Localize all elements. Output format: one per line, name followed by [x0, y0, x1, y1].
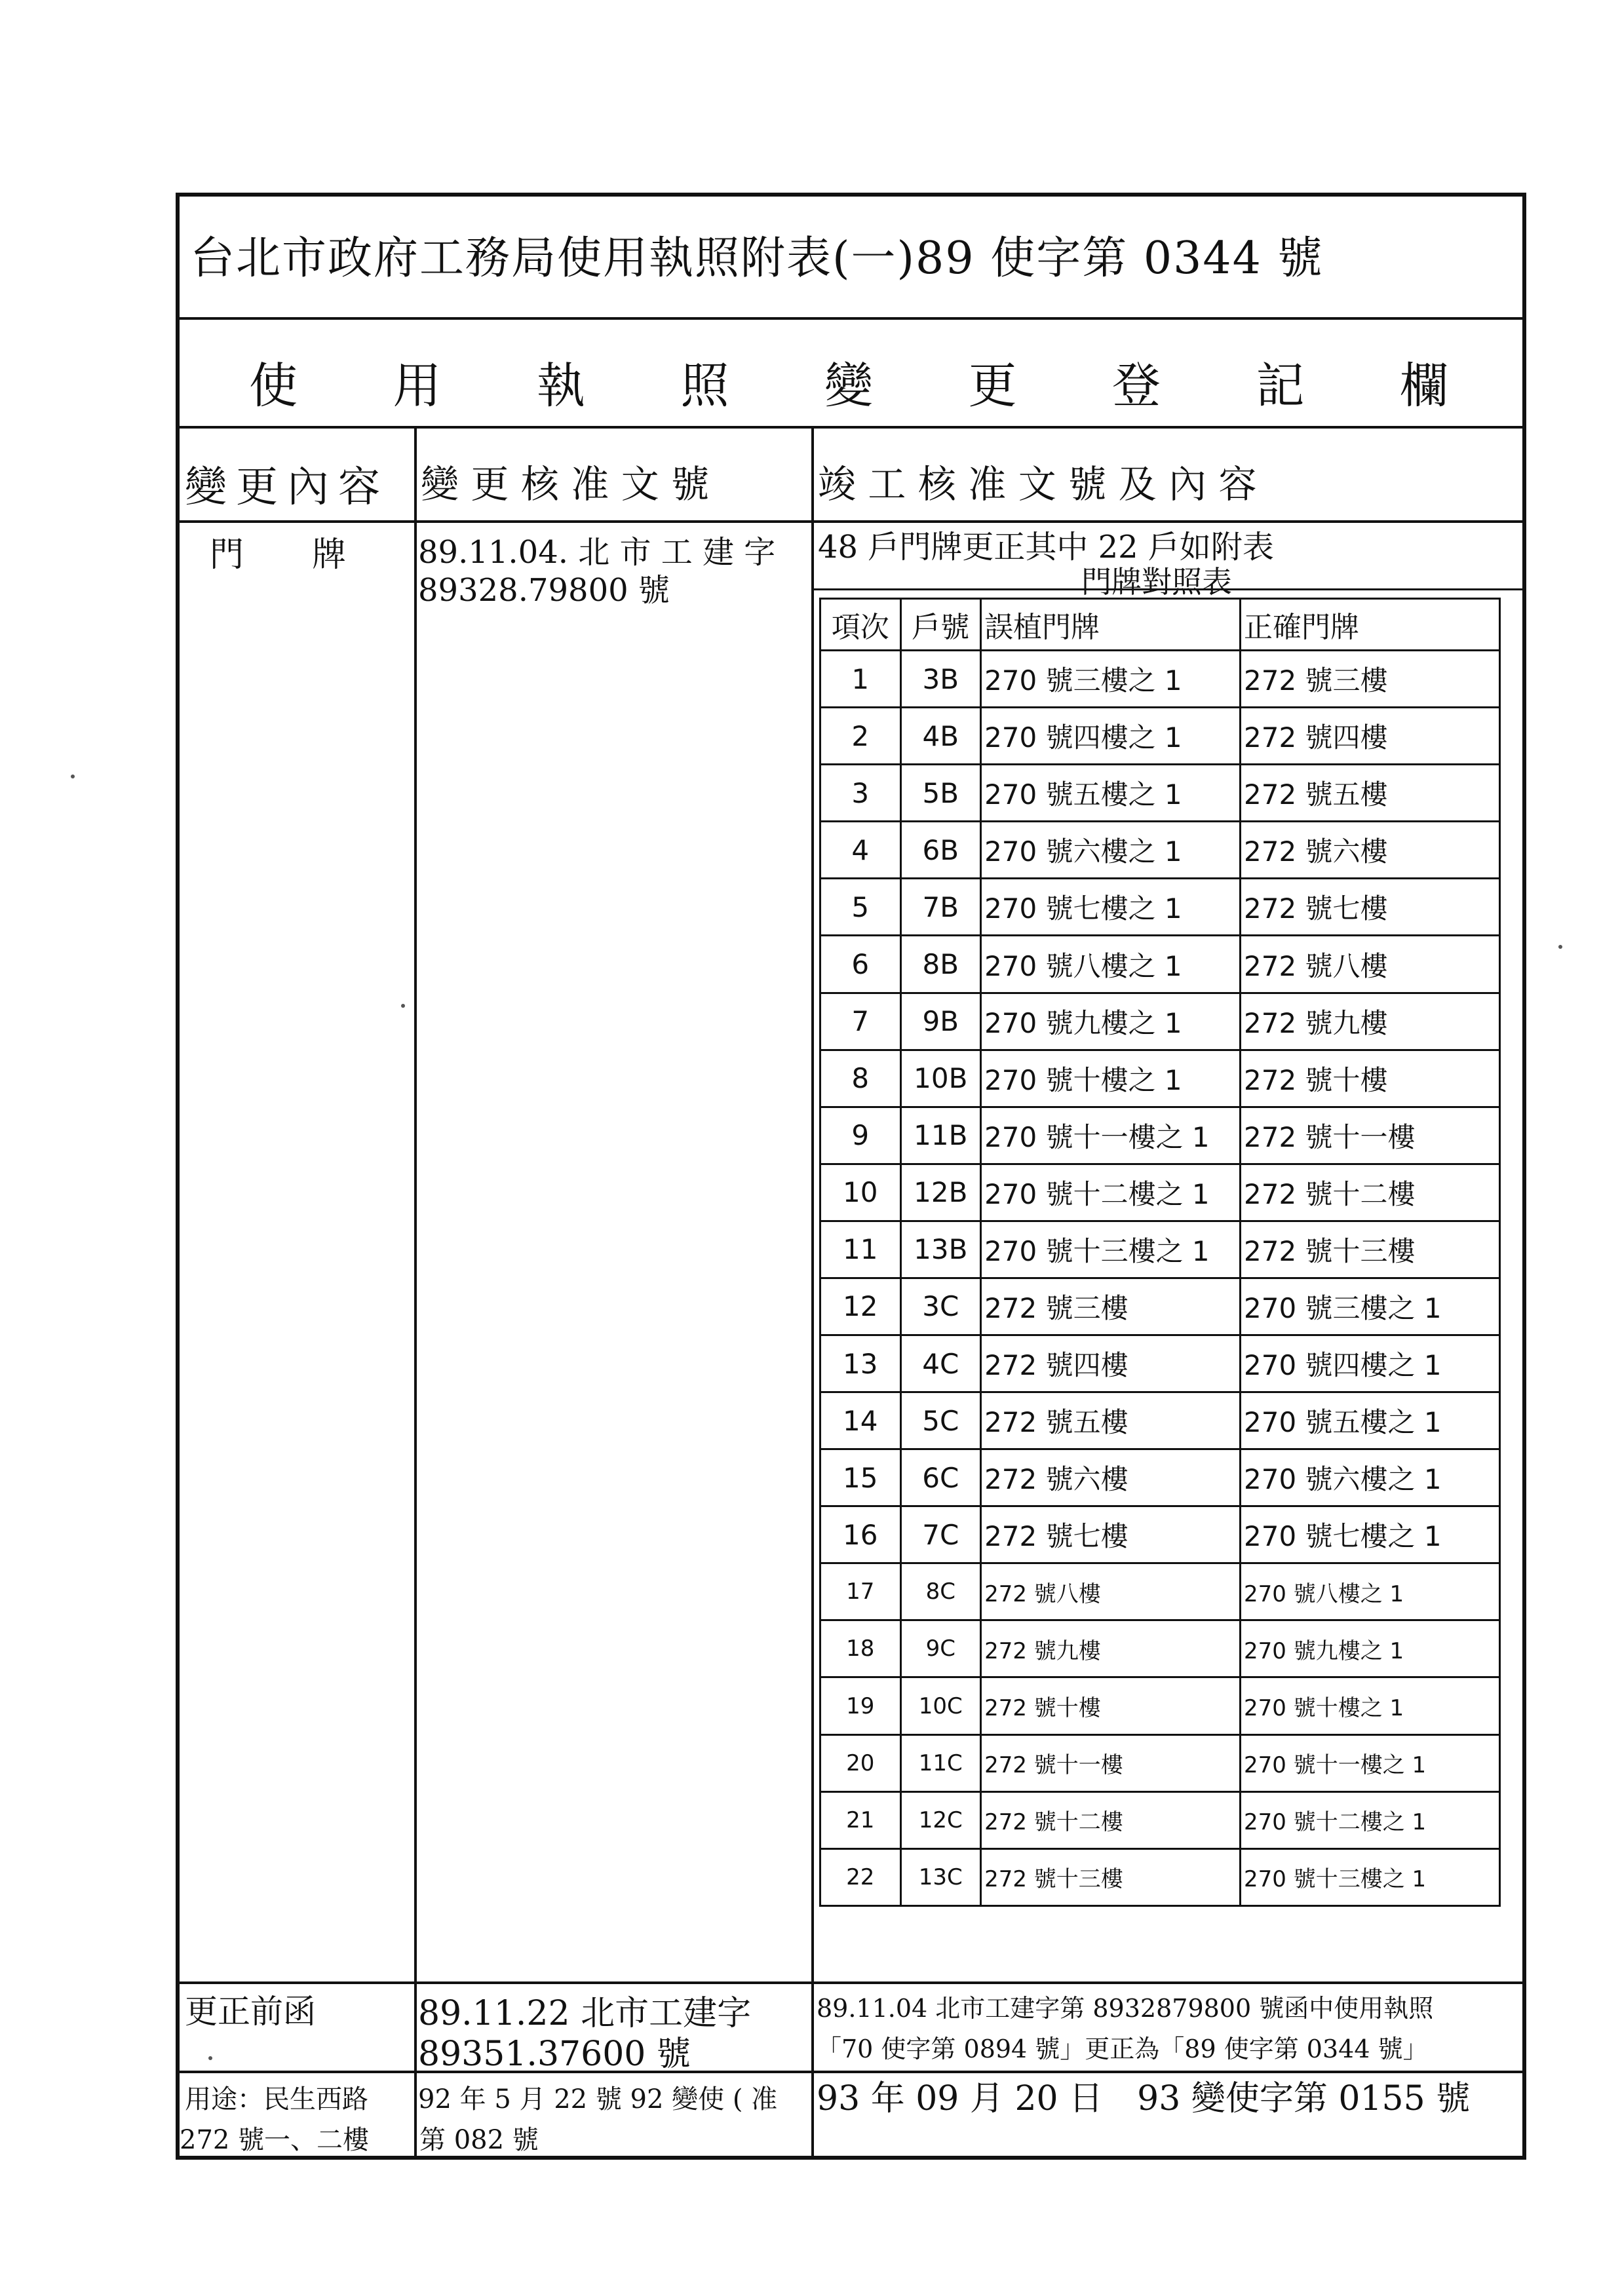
cell-wrong-number: 270 號三樓之 1	[981, 651, 1241, 708]
cell-correct-number: 270 號十二樓之 1	[1241, 1791, 1500, 1848]
row1-content-line1: 48 戶門牌更正其中 22 戶如附表	[818, 529, 1274, 565]
cell-correct-number: 272 號三樓	[1241, 651, 1500, 708]
cell-index: 20	[820, 1734, 901, 1791]
table-row	[820, 1050, 1500, 1107]
cell-correct-number: 272 號十二樓	[1241, 1164, 1500, 1221]
cell-wrong-number: 270 號八樓之 1	[981, 936, 1241, 993]
cell-index: 5	[820, 879, 901, 936]
cell-wrong-number: 272 號六樓	[981, 1449, 1241, 1506]
cell-correct-number: 270 號十樓之 1	[1241, 1677, 1500, 1734]
table-row	[820, 1506, 1500, 1563]
table-row	[820, 1734, 1500, 1791]
subtitle-char: 欄	[1400, 358, 1448, 414]
cell-unit: 5B	[900, 765, 981, 822]
cell-unit: 11B	[900, 1107, 981, 1164]
cell-index: 1	[820, 651, 901, 708]
table-row	[820, 879, 1500, 936]
table-row	[820, 1620, 1500, 1677]
cell-index: 6	[820, 936, 901, 993]
row3-item-line1: 用途：民生西路	[185, 2084, 368, 2114]
subtitle-char: 記	[1256, 358, 1305, 414]
cell-correct-number: 270 號十三樓之 1	[1241, 1848, 1500, 1905]
cell-index: 17	[820, 1563, 901, 1620]
cell-index: 11	[820, 1221, 901, 1278]
subtitle-char: 更	[968, 358, 1017, 414]
cell-correct-number: 272 號八樓	[1241, 936, 1500, 993]
rule-below-title	[176, 317, 1526, 320]
cell-wrong-number: 272 號十二樓	[981, 1791, 1241, 1848]
cell-unit: 10B	[900, 1050, 981, 1107]
cell-correct-number: 270 號六樓之 1	[1241, 1449, 1500, 1506]
cell-unit: 6C	[900, 1449, 981, 1506]
rule-above-row2	[176, 1981, 1526, 1984]
cell-wrong-number: 270 號十一樓之 1	[981, 1107, 1241, 1164]
cell-unit: 11C	[900, 1734, 981, 1791]
cell-correct-number: 272 號七樓	[1241, 879, 1500, 936]
table-row	[820, 1392, 1500, 1449]
cell-unit: 10C	[900, 1677, 981, 1734]
th-index: 項次	[820, 599, 901, 651]
scan-speck	[1558, 945, 1562, 949]
table-row	[820, 1335, 1500, 1392]
cell-correct-number: 272 號十一樓	[1241, 1107, 1500, 1164]
cell-unit: 8C	[900, 1563, 981, 1620]
th-correct-number: 正確門牌	[1241, 599, 1500, 651]
header-change-content: 變更內容	[185, 463, 389, 512]
cell-wrong-number: 270 號四樓之 1	[981, 708, 1241, 765]
subtitle-char: 照	[680, 358, 729, 414]
door-number-table	[819, 598, 1501, 1907]
cell-index: 21	[820, 1791, 901, 1848]
section-subtitle	[197, 347, 1501, 417]
table-row	[820, 1221, 1500, 1278]
th-wrong-number: 誤植門牌	[981, 599, 1241, 651]
table-row	[820, 1449, 1500, 1506]
cell-correct-number: 270 號十一樓之 1	[1241, 1734, 1500, 1791]
subtitle-char: 用	[393, 358, 442, 414]
cell-wrong-number: 270 號六樓之 1	[981, 822, 1241, 879]
rule-below-subtitle	[176, 426, 1526, 429]
cell-correct-number: 272 號五樓	[1241, 765, 1500, 822]
cell-wrong-number: 272 號三樓	[981, 1278, 1241, 1335]
cell-index: 18	[820, 1620, 901, 1677]
row3-content-line1: 93 年 09 月 20 日 93 變使字第 0155 號	[817, 2079, 1471, 2118]
cell-unit: 6B	[900, 822, 981, 879]
cell-correct-number: 272 號四樓	[1241, 708, 1500, 765]
table-row	[820, 1677, 1500, 1734]
cell-correct-number: 270 號三樓之 1	[1241, 1278, 1500, 1335]
cell-unit: 13B	[900, 1221, 981, 1278]
table-row	[820, 936, 1500, 993]
table-row	[820, 1164, 1500, 1221]
cell-correct-number: 270 號九樓之 1	[1241, 1620, 1500, 1677]
cell-wrong-number: 272 號九樓	[981, 1620, 1241, 1677]
cell-wrong-number: 272 號五樓	[981, 1392, 1241, 1449]
cell-correct-number: 270 號五樓之 1	[1241, 1392, 1500, 1449]
cell-correct-number: 272 號十樓	[1241, 1050, 1500, 1107]
row1-approval-line2: 89328.79800 號	[418, 572, 670, 609]
subtitle-char: 變	[824, 358, 873, 414]
cell-index: 15	[820, 1449, 901, 1506]
cell-wrong-number: 272 號四樓	[981, 1335, 1241, 1392]
cell-index: 8	[820, 1050, 901, 1107]
cell-correct-number: 270 號七樓之 1	[1241, 1506, 1500, 1563]
table-row	[820, 1278, 1500, 1335]
subtitle-char: 使	[249, 358, 298, 414]
cell-unit: 12C	[900, 1791, 981, 1848]
cell-unit: 8B	[900, 936, 981, 993]
cell-index: 9	[820, 1107, 901, 1164]
cell-correct-number: 272 號六樓	[1241, 822, 1500, 879]
table-row	[820, 822, 1500, 879]
header-approval-doc: 變 更 核 准 文 號	[421, 462, 710, 507]
form-title: 台北市政府工務局使用執照附表(一)89 使字第 0344 號	[190, 233, 1324, 284]
table-row	[820, 765, 1500, 822]
cell-unit: 4C	[900, 1335, 981, 1392]
table-row	[820, 708, 1500, 765]
cell-wrong-number: 270 號十樓之 1	[981, 1050, 1241, 1107]
cell-wrong-number: 270 號五樓之 1	[981, 765, 1241, 822]
th-unit: 戶號	[900, 599, 981, 651]
table-row	[820, 993, 1500, 1050]
row2-content-line2: 「70 使字第 0894 號」更正為「89 使字第 0344 號」	[817, 2035, 1428, 2063]
row2-approval-line1: 89.11.22 北市工建字	[418, 1994, 752, 2033]
cell-index: 4	[820, 822, 901, 879]
cell-index: 2	[820, 708, 901, 765]
cell-wrong-number: 272 號十樓	[981, 1677, 1241, 1734]
scan-speck	[71, 775, 75, 778]
subtitle-char: 登	[1112, 358, 1161, 414]
row3-item-line2: 272 號一、二樓	[180, 2125, 370, 2155]
cell-unit: 4B	[900, 708, 981, 765]
cell-unit: 3C	[900, 1278, 981, 1335]
cell-index: 19	[820, 1677, 901, 1734]
cell-correct-number: 272 號九樓	[1241, 993, 1500, 1050]
cell-unit: 3B	[900, 651, 981, 708]
table-header-row	[820, 599, 1500, 651]
cell-wrong-number: 272 號七樓	[981, 1506, 1241, 1563]
row1-approval-line1: 89.11.04. 北 市 工 建 字	[418, 534, 776, 571]
header-completion-doc: 竣 工 核 准 文 號 及 內 容	[818, 462, 1257, 507]
row2-item: 更正前函	[185, 1993, 316, 2031]
cell-unit: 12B	[900, 1164, 981, 1221]
cell-wrong-number: 270 號十三樓之 1	[981, 1221, 1241, 1278]
cell-unit: 9C	[900, 1620, 981, 1677]
column-divider-1	[414, 426, 417, 2160]
cell-wrong-number: 270 號十二樓之 1	[981, 1164, 1241, 1221]
cell-index: 16	[820, 1506, 901, 1563]
table-row	[820, 1848, 1500, 1905]
cell-wrong-number: 270 號七樓之 1	[981, 879, 1241, 936]
cell-unit: 5C	[900, 1392, 981, 1449]
cell-wrong-number: 272 號十一樓	[981, 1734, 1241, 1791]
cell-index: 3	[820, 765, 901, 822]
cell-index: 12	[820, 1278, 901, 1335]
cell-correct-number: 272 號十三樓	[1241, 1221, 1500, 1278]
row1-item: 門 牌	[210, 535, 347, 575]
cell-index: 22	[820, 1848, 901, 1905]
cell-index: 7	[820, 993, 901, 1050]
cell-index: 10	[820, 1164, 901, 1221]
cell-unit: 7B	[900, 879, 981, 936]
cell-index: 14	[820, 1392, 901, 1449]
row3-approval-line2: 第 082 號	[419, 2125, 539, 2155]
table-row	[820, 1107, 1500, 1164]
cell-unit: 9B	[900, 993, 981, 1050]
cell-unit: 13C	[900, 1848, 981, 1905]
table-row	[820, 1563, 1500, 1620]
door-number-table-body	[820, 599, 1500, 1906]
row3-approval-line1: 92 年 5 月 22 號 92 變使 ( 准	[418, 2084, 778, 2114]
scan-speck	[208, 2056, 212, 2060]
subtitle-char: 執	[537, 358, 585, 414]
table-row	[820, 1791, 1500, 1848]
row2-approval-line2: 89351.37600 號	[418, 2035, 691, 2074]
column-divider-2	[811, 426, 814, 2160]
table-row	[820, 651, 1500, 708]
cell-wrong-number: 272 號十三樓	[981, 1848, 1241, 1905]
cell-unit: 7C	[900, 1506, 981, 1563]
cell-correct-number: 270 號八樓之 1	[1241, 1563, 1500, 1620]
cell-wrong-number: 272 號八樓	[981, 1563, 1241, 1620]
scan-speck	[401, 1004, 405, 1008]
cell-wrong-number: 270 號九樓之 1	[981, 993, 1241, 1050]
table-title: 門牌對照表	[1081, 564, 1232, 600]
cell-index: 13	[820, 1335, 901, 1392]
cell-correct-number: 270 號四樓之 1	[1241, 1335, 1500, 1392]
row2-content-line1: 89.11.04 北市工建字第 8932879800 號函中使用執照	[817, 1994, 1434, 2023]
